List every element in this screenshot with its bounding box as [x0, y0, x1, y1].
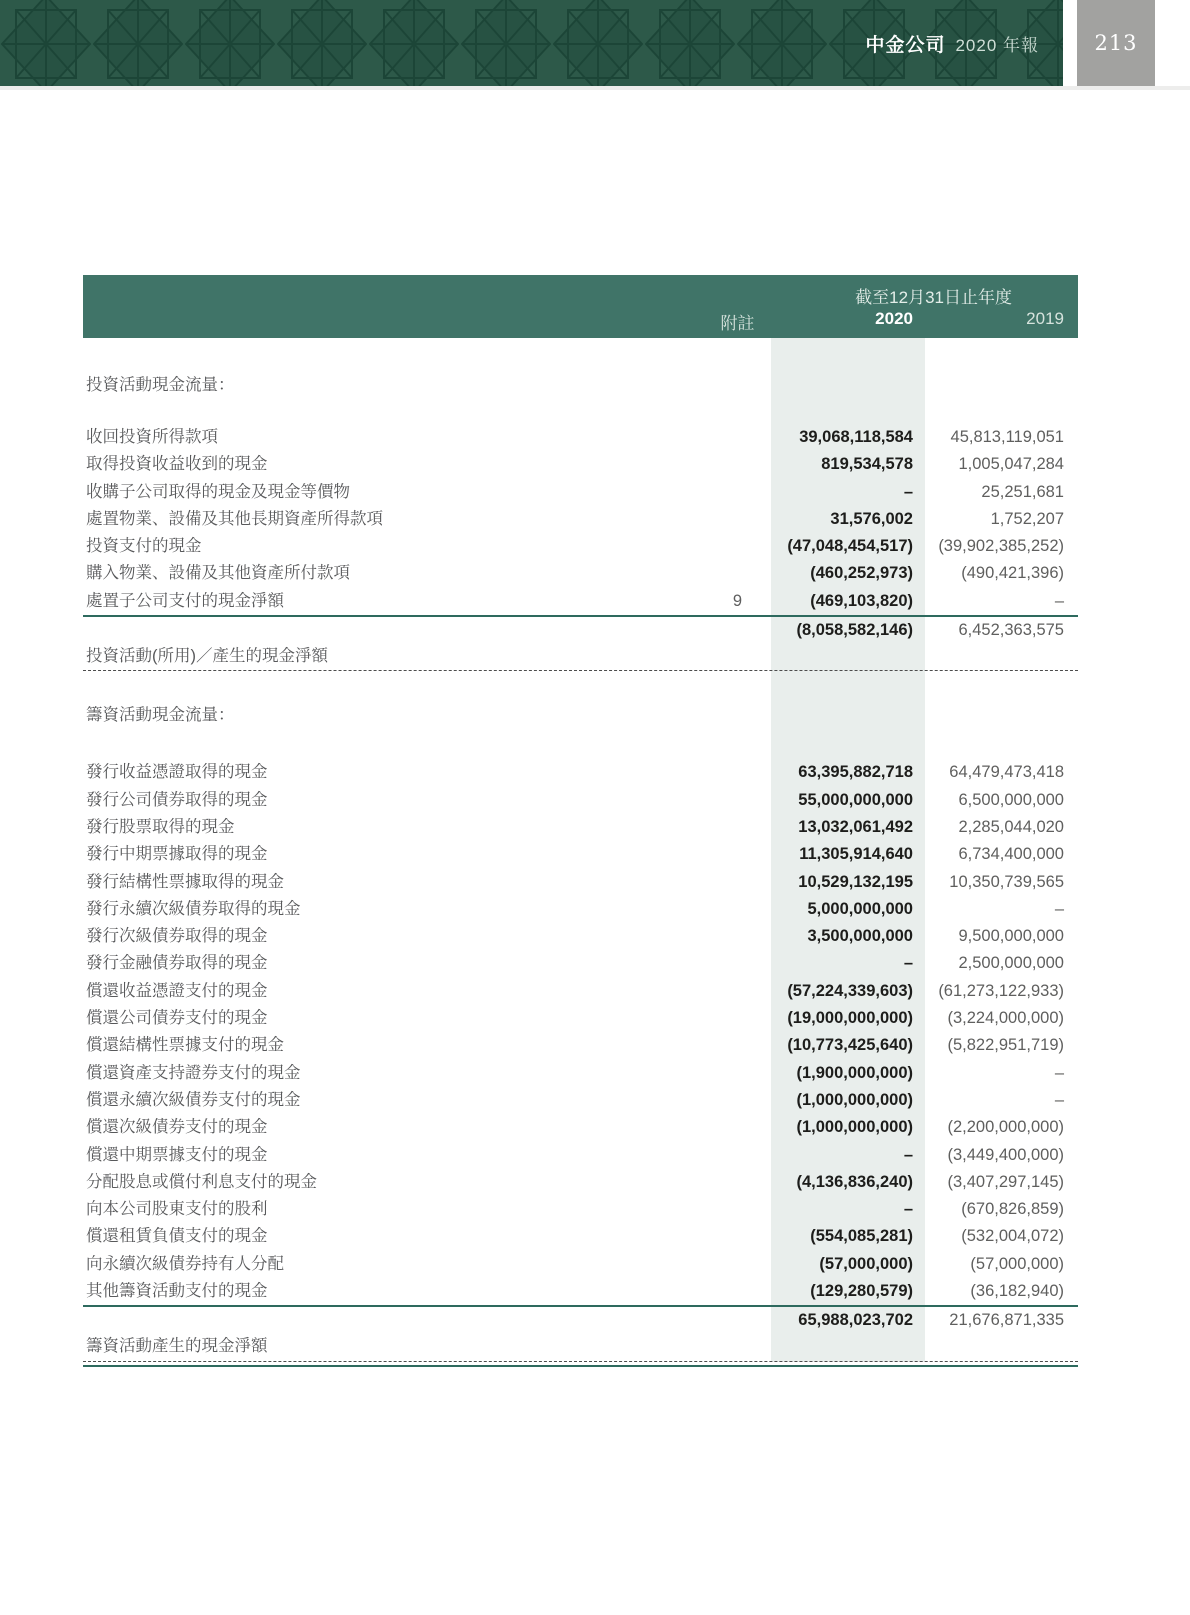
row-label: 購入物業、設備及其他資產所付款項 — [86, 564, 350, 583]
row-value-2019: 2,500,000,000 — [958, 954, 1064, 973]
row-value-2019: (3,449,400,000) — [947, 1145, 1064, 1164]
total-row — [83, 617, 1078, 671]
table-row — [83, 841, 1078, 868]
row-value-2019: (57,000,000) — [970, 1254, 1064, 1273]
row-value-2020: 11,305,914,640 — [799, 845, 913, 864]
period-header: 截至12月31日止年度 — [855, 288, 1012, 307]
table-row — [83, 1196, 1078, 1223]
year-2019-header: 2019 — [1026, 309, 1064, 328]
row-value-2019: (3,224,000,000) — [947, 1009, 1064, 1028]
table-row — [83, 451, 1078, 478]
table-body — [83, 372, 1078, 1367]
table-row — [83, 1087, 1078, 1114]
report-header-banner — [0, 0, 1063, 86]
row-label: 發行公司債券取得的現金 — [86, 790, 268, 809]
row-label: 分配股息或償付利息支付的現金 — [86, 1172, 317, 1191]
table-row — [83, 1278, 1078, 1305]
row-value-2019: (2,200,000,000) — [947, 1118, 1064, 1137]
table-row — [83, 560, 1078, 587]
row-value-2020: (129,280,579) — [810, 1282, 913, 1301]
table-row — [83, 506, 1078, 533]
page-number-box — [1077, 0, 1155, 86]
row-value-2020: 63,395,882,718 — [798, 763, 913, 782]
total-label: 投資活動(所用)／產生的現金淨額 — [86, 647, 328, 666]
row-value-2020: – — [903, 1200, 913, 1219]
row-value-2020: (57,224,339,603) — [787, 981, 913, 1000]
row-label: 償還公司債券支付的現金 — [86, 1009, 268, 1028]
table-row — [83, 814, 1078, 841]
row-value-2020: 13,032,061,492 — [798, 817, 913, 836]
cash-flow-statement-table — [83, 275, 1078, 1367]
row-value-2020: (57,000,000) — [819, 1254, 913, 1273]
header-divider — [0, 86, 1190, 90]
total-value-2019: 6,452,363,575 — [958, 621, 1064, 640]
row-label: 償還永續次級債券支付的現金 — [86, 1090, 301, 1109]
row-value-2019: – — [1054, 1063, 1064, 1082]
row-value-2020: (10,773,425,640) — [787, 1036, 913, 1055]
row-label: 發行次級債券取得的現金 — [86, 927, 268, 946]
table-row — [83, 1114, 1078, 1141]
row-value-2019: (61,273,122,933) — [938, 981, 1064, 1000]
section-heading: 籌資活動現金流量： — [86, 706, 235, 725]
banner-title — [865, 0, 1039, 86]
row-value-2019: 45,813,119,051 — [950, 428, 1064, 446]
total-row — [83, 1307, 1078, 1361]
table-row — [83, 978, 1078, 1005]
table-row — [83, 759, 1078, 786]
row-value-2019: 10,350,739,565 — [949, 872, 1064, 891]
row-value-2020: – — [903, 954, 913, 973]
total-bottom-rule — [83, 1365, 1078, 1367]
row-value-2020: 39,068,118,584 — [799, 428, 913, 446]
row-value-2020: 5,000,000,000 — [807, 899, 913, 918]
row-label: 處置子公司支付的現金淨額 — [86, 591, 284, 610]
table-row — [83, 1142, 1078, 1169]
row-value-2020: 3,500,000,000 — [807, 927, 913, 946]
row-value-2019: 2,285,044,020 — [958, 817, 1064, 836]
total-label: 籌資活動產生的現金淨額 — [86, 1337, 268, 1356]
row-label: 取得投資收益收到的現金 — [86, 455, 268, 474]
row-value-2019: (670,826,859) — [961, 1200, 1064, 1219]
row-value-2019: 6,500,000,000 — [958, 790, 1064, 809]
row-value-2020: (460,252,973) — [810, 564, 913, 583]
row-value-2020: 31,576,002 — [830, 509, 913, 528]
row-value-2019: 1,005,047,284 — [958, 455, 1064, 474]
table-row — [83, 923, 1078, 950]
row-value-2019: 6,734,400,000 — [958, 845, 1064, 864]
row-label: 向本公司股東支付的股利 — [86, 1200, 268, 1219]
row-value-2019: – — [1054, 1090, 1064, 1109]
row-label: 投資支付的現金 — [86, 537, 202, 556]
page-number: 213 — [1094, 31, 1138, 55]
row-value-2020: (19,000,000,000) — [787, 1009, 913, 1028]
row-label: 償還次級債券支付的現金 — [86, 1118, 268, 1137]
row-label: 發行永續次級債券取得的現金 — [86, 899, 301, 918]
table-row — [83, 787, 1078, 814]
table-row — [83, 1251, 1078, 1278]
row-value-2020: (1,000,000,000) — [796, 1090, 913, 1109]
table-row — [83, 533, 1078, 560]
row-value-2019: – — [1054, 899, 1064, 918]
table-row — [83, 950, 1078, 977]
company-name: 中金公司 — [865, 34, 946, 56]
row-label: 償還結構性票據支付的現金 — [86, 1036, 284, 1055]
row-value-2019: – — [1054, 591, 1064, 610]
total-value-2020: 65,988,023,702 — [798, 1311, 913, 1330]
table-row — [83, 869, 1078, 896]
row-note: 9 — [732, 591, 743, 610]
row-label: 償還資產支持證券支付的現金 — [86, 1063, 301, 1082]
row-label: 處置物業、設備及其他長期資產所得款項 — [86, 509, 383, 528]
row-value-2020: (1,000,000,000) — [796, 1118, 913, 1137]
row-value-2019: (36,182,940) — [970, 1282, 1064, 1301]
row-label: 收購子公司取得的現金及現金等價物 — [86, 482, 350, 501]
row-label: 收回投資所得款項 — [86, 428, 218, 446]
row-label: 發行中期票據取得的現金 — [86, 845, 268, 864]
row-label: 發行金融債券取得的現金 — [86, 954, 268, 973]
table-row — [83, 896, 1078, 923]
row-label: 償還中期票據支付的現金 — [86, 1145, 268, 1164]
total-value-2019: 21,676,871,335 — [949, 1311, 1064, 1330]
table-row — [83, 1223, 1078, 1250]
row-value-2020: 55,000,000,000 — [798, 790, 913, 809]
report-year: 2020 年報 — [955, 35, 1039, 55]
row-value-2019: 64,479,473,418 — [949, 763, 1064, 782]
section-heading: 投資活動現金流量： — [86, 376, 235, 394]
row-value-2020: (469,103,820) — [810, 591, 913, 610]
total-value-2020: (8,058,582,146) — [796, 621, 913, 640]
table-row — [83, 1005, 1078, 1032]
row-label: 向永續次級債券持有人分配 — [86, 1254, 284, 1273]
note-column-header: 附註 — [720, 314, 755, 333]
row-value-2019: (39,902,385,252) — [938, 537, 1064, 556]
table-row — [83, 1032, 1078, 1059]
row-value-2019: 1,752,207 — [990, 509, 1064, 528]
table-row — [83, 588, 1078, 615]
table-header-band — [83, 275, 1078, 338]
row-label: 其他籌資活動支付的現金 — [86, 1282, 268, 1301]
row-value-2020: (554,085,281) — [810, 1227, 913, 1246]
row-value-2020: (1,900,000,000) — [796, 1063, 913, 1082]
row-value-2020: – — [903, 482, 913, 501]
table-row — [83, 479, 1078, 506]
row-value-2019: (5,822,951,719) — [947, 1036, 1064, 1055]
table-row — [83, 424, 1078, 451]
row-label: 發行結構性票據取得的現金 — [86, 872, 284, 891]
row-value-2019: (532,004,072) — [961, 1227, 1064, 1246]
row-value-2019: 9,500,000,000 — [958, 927, 1064, 946]
table-row — [83, 1060, 1078, 1087]
row-value-2019: (490,421,396) — [961, 564, 1064, 583]
row-value-2020: (47,048,454,517) — [787, 537, 913, 556]
row-value-2020: (4,136,836,240) — [796, 1172, 913, 1191]
row-label: 發行收益憑證取得的現金 — [86, 763, 268, 782]
row-value-2019: (3,407,297,145) — [947, 1172, 1064, 1191]
row-value-2020: – — [903, 1145, 913, 1164]
table-row — [83, 1169, 1078, 1196]
row-value-2019: 25,251,681 — [981, 482, 1064, 501]
row-label: 償還租賃負債支付的現金 — [86, 1227, 268, 1246]
year-2020-header: 2020 — [875, 309, 913, 328]
row-label: 償還收益憑證支付的現金 — [86, 981, 268, 1000]
row-value-2020: 10,529,132,195 — [798, 872, 913, 891]
row-label: 發行股票取得的現金 — [86, 817, 235, 836]
row-value-2020: 819,534,578 — [821, 455, 913, 474]
